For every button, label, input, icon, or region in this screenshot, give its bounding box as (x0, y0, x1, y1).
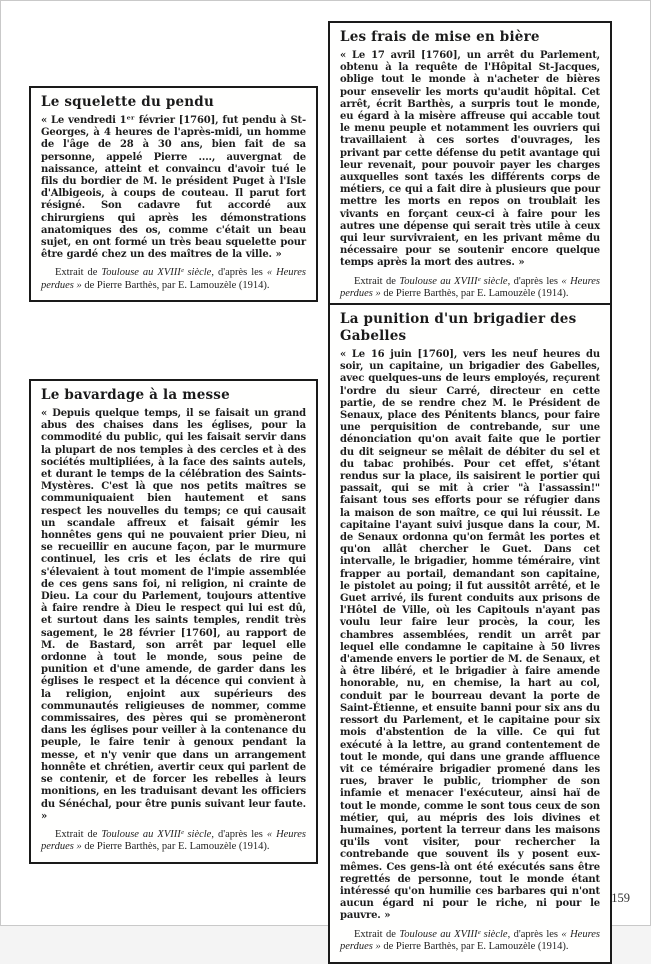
citation-prefix: Extrait de (55, 267, 102, 279)
citation-source-title: Toulouse au XVIIIᵉ siècle (399, 928, 508, 940)
article-body: « Le 16 juin [1760], vers les neuf heures du soir, un capitaine, un brigadier des Gabelles, avec quelques-uns de leurs employés, reçurent l'ordre du sieur Carré, directeur en cette partie, de se rendre chez M. le Président de Senaux, place des Pénitents blancs, pour faire une perquisition de contrebande, sur une dénonciation qu'on avait faite que le portier du dit seigneur se mêlait de débiter du sel et du tabac prohibés. Pour cet effet, s'étant rendus sur la place, ils saisirent le portier qui passait, qui se mit à crier "à l'assassin!" faisant tous ses efforts pour se réfugier dans la maison de son maître, ce qui lui réussit. Le capitaine l'ayant suivi jusque dans la cour, M. de Senaux ordonna qu'on fermât les portes et qu'on allât chercher le Guet. Dans cet intervalle, le brigadier, homme téméraire, vint frapper au portail, demandant son capitaine, le pistolet au poing; il fut aussitôt arrêté, et le Guet arrivé, ils furent conduits aux prisons de l'Hôtel de Ville, où les Capitouls n'ayant pas voulu leur faire leur procès, la cour, les chambres assemblées, rendit un arrêt par lequel elle condamne le capitaine à 50 livres d'amende envers le portier de M. de Senaux, et à être libéré, et le brigadier à faire amende honorable, nu, en chemise, la hart au col, conduit par le bourreau devant la porte de Saint-Étienne, et ensuite banni pour six ans du ressort du Parlement, et le capitaine pour six mois d'abstention de la ville. Ce qui fut exécuté à la lettre, au grand contentement de tout le monde, qui dans une grande affluence vit ce téméraire brigadier promené dans les rues, braver le public, triompher de son infamie et menacer l'exécuteur, ainsi haï de tout le monde, comme le sont tous ceux de son métier, qui, au mépris des lois divines et humaines, portent la terreur dans les maisons qu'ils vont visiter, pour rechercher la contrebande que souvent ils y posent eux-mêmes. Ces gens-là ont été exécutés sans être regrettés de personne, tout le monde étant intéressé qu'on humilie ces barbares qui n'ont aucun égard ni pour le riche, ni pour le pauvre. » (340, 349, 600, 922)
citation-work-title: « Heures perdues » (340, 928, 601, 953)
citation-suffix: de Pierre Barthès, par E. Lamouzèle (1914). (81, 279, 270, 291)
citation-work-title: « Heures perdues » (41, 267, 306, 291)
citation-prefix: Extrait de (354, 275, 400, 287)
citation-source-title: Toulouse au XVIIIᵉ siècle (101, 828, 212, 840)
article-body: « Le 17 avril [1760], un arrêt du Parlement, obtenu à la requête de l'Hôpital St-Jacques, oblige tout le monde à n'acheter de bières pour ensevelir les morts qu'audit hôpital. Cet arrêt, écrit Barthès, a surpris tout le monde, eu égard à la misère affreuse qui accable tout le menu peuple et notamment les ouvriers qui travaillaient à ces sortes d'ouvrages, les privant par cette défense du petit avantage qui leur revenait, pour pouvoir payer les charges auxquelles sont taxés les différents corps de métiers, ce qui a fait dire à plusieurs que pour mettre les morts en repos on troublait les vivants en forçant ceux-ci à faire pour les autres une dépense qui serait très utile à ceux qui leur survivraient, en les privant même du nécessaire pour se soutenir encore quelque temps après la mort des autres. » (340, 50, 600, 269)
article-body: « Le vendredi 1ᵉʳ février [1760], fut pendu à St-Georges, à 4 heures de l'après-midi, un homme de l'âge de 28 à 30 ans, bien fait de sa personne, appelé Pierre ...., auvergnat de naissance, atteint et convaincu d'avoir tué le fils du bordier de M. le président Puget à l'Isle d'Albigeois, à coups de couteau. Il parut fort résigné. Son cadavre fut accordé aux chirurgiens qui après les démonstrations anatomiques des os, comme c'était un beau sujet, en ont formé un très beau squelette pour être gardé chez un des maîtres de la ville. » (41, 115, 306, 261)
article-title: Les frais de mise en bière (340, 29, 540, 45)
citation-source-title: Toulouse au XVIIIᵉ siècle (101, 267, 212, 279)
citation-middle: , d'après les (211, 267, 267, 279)
article-citation (41, 829, 306, 854)
page-number: 159 (611, 891, 630, 905)
citation-suffix: de Pierre Barthès, par E. Lamouzèle (1914). (380, 288, 569, 300)
article-citation (340, 276, 600, 301)
citation-middle: , d'après les (507, 928, 562, 940)
citation-suffix: de Pierre Barthès, par E. Lamouzèle (1914). (81, 841, 270, 853)
article-title: Le squelette du pendu (41, 94, 214, 110)
article-body: « Depuis quelque temps, il se faisait un grand abus des chaises dans les églises, pour la commodité du public, qui les faisait servir dans la plupart de nos temples à des cercles et à des sociétés multipliées, à la face des saints autels, et durant le temps de la célébration des Saints-Mystères. C'est là que nos petits maîtres se communiquaient bien hautement et sans respect les nouvelles du temps; ce qui causait un scandale affreux et faisait gémir les honnêtes gens qui ne pouvaient prier Dieu, ni se recueillir en aucune façon, par le murmure continuel, les cris et les éclats de rire qui s'élevaient à tout moment de l'impie assemblée de ces gens sans foi, ni religion, ni crainte de Dieu. La cour du Parlement, toujours attentive à faire rendre à Dieu le respect qui lui est dû, et surtout dans les saints temples, rendit très sagement, le 28 février [1760], au rapport de M. de Bastard, son arrêt par lequel elle ordonne à tout le monde, sous peine de punition et d'une amende, de garder dans les églises le respect et la décence qui convient à la religion, enjoint aux supérieurs des communautés religieuses de nommer, comme commissaires, des pères qui se promèneront dans les églises pour veiller à la contenance du peuple, le faire tenir à genoux pendant la messe, et n'y venir que dans un arrangement honnête et chrétien, avertir ceux qui parlent de se contenir, et de forcer les rebelles à leurs monitions, en les traduisant devant les officiers du Sénéchal, pour être punis suivant leur faute. » (41, 408, 306, 822)
citation-suffix: de Pierre Barthès, par E. Lamouzèle (1914). (380, 941, 569, 953)
citation-source-title: Toulouse au XVIIIᵉ siècle (399, 275, 508, 287)
article-box-frais-mise-en-biere (328, 21, 612, 311)
citation-middle: , d'après les (211, 828, 267, 840)
citation-work-title: « Heures perdues » (41, 828, 306, 853)
article-title: La punition d'un brigadier des Gabelles (340, 311, 577, 344)
citation-prefix: Extrait de (55, 828, 102, 840)
article-box-squelette-du-pendu (29, 86, 318, 302)
article-box-punition-brigadier-gabelles (328, 303, 612, 964)
article-citation (340, 929, 600, 954)
article-citation (41, 267, 306, 292)
citation-work-title: « Heures perdues » (340, 275, 601, 300)
article-title: Le bavardage à la messe (41, 387, 230, 403)
citation-middle: , d'après les (507, 275, 562, 287)
citation-prefix: Extrait de (354, 928, 400, 940)
article-box-bavardage-a-la-messe (29, 379, 318, 864)
